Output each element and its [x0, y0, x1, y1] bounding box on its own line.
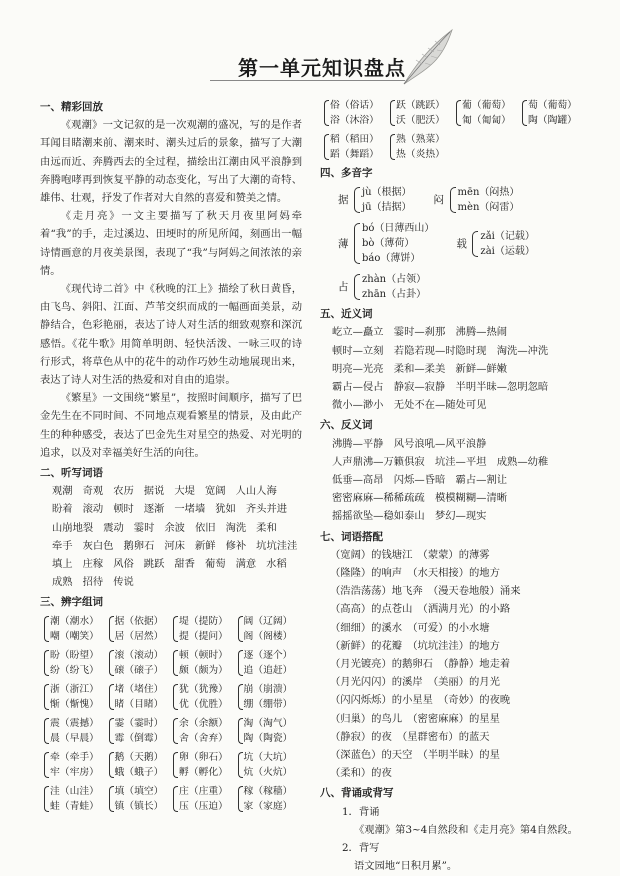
char-group-word: 顿（顿时）: [179, 649, 228, 661]
char-group-word: 镇（镇长）: [114, 800, 164, 812]
antonym-line: 人声鼎沸—万籁俱寂 坑洼—平坦 成熟—幼稚: [332, 455, 549, 468]
section-heading-2: 二、听写词语: [40, 467, 103, 480]
dictation-word: 水稻: [266, 558, 287, 571]
collocation-line: （细细）的溪水 （可爱）的小水塘: [330, 621, 490, 634]
dictation-word: 葡萄: [204, 558, 226, 571]
char-group-word: 余（余额）: [179, 717, 228, 729]
char-group-word: 震（震撼）: [50, 717, 99, 729]
dictation-word-list: [40, 482, 302, 591]
dictation-word: 招待: [82, 576, 104, 589]
char-group: [238, 614, 303, 644]
char-group: [109, 648, 174, 678]
char-group: [44, 784, 109, 814]
paragraph-3: 《现代诗二首》中《秋晚的江上》描绘了秋日黄昏，由飞鸟、斜阳、江面、芦苇交织而成的一幅画面美景，动静结合，色彩艳丽，表达了诗人对生活的细致观察和深沉感悟。《花牛歌》用简单明朗、轻快活泼、一咏三叹的诗行形式，将草色从中的花牛的动作巧妙生动地展现出来，表达了诗人对生活的热爱和对自由的追崇。: [40, 283, 302, 387]
char-group-word: 蛙（青蛙）: [50, 800, 99, 812]
dictation-word: 人山人海: [235, 485, 277, 498]
antonym-line: 沸腾—平静 风号浪吼—风平浪静: [332, 437, 487, 450]
dictation-word: 奇观: [82, 485, 104, 498]
page-title: 第一单元知识盘点: [238, 56, 406, 80]
char-group-word: 葡（葡萄）: [462, 100, 511, 111]
char-group-word: 淘（淘气）: [243, 717, 293, 729]
dictation-word: 震动: [103, 521, 124, 534]
polyphone-char: 占: [338, 281, 349, 294]
paragraph-1: 《观潮》一文记叙的是一次观潮的盛况，写的是作者耳闻目睹潮来前、潮来时、潮头过后的景象，描写了大潮由远而近、奔腾西去的全过程，描绘出江潮由风平浪静到奔腾咆哮再到恢复平静的动态变化，写出了大潮的奇特、雄伟、壮观，抒发了作者对大自然的喜爱和赞美之情。: [40, 119, 302, 205]
char-group-word: 堵（堵住）: [114, 683, 164, 695]
char-group: [238, 682, 303, 712]
char-group-word: 滚（滚动）: [114, 649, 164, 661]
char-group-word: 热（炎热）: [396, 149, 445, 160]
synonym-line: 霸占—侵占 静寂—寂静 半明半昧—忽明忽暗: [332, 381, 549, 394]
polyphone-char: 据: [338, 194, 349, 207]
dictation-word: 修补: [225, 539, 247, 552]
antonym-list: [320, 435, 588, 526]
polyphone-char: 闷: [433, 194, 445, 207]
char-group-word: 惭（惭愧）: [50, 698, 99, 710]
char-group-word: 磙（磙子）: [114, 664, 164, 676]
dictation-word: 观潮: [52, 485, 73, 498]
char-group: [44, 648, 109, 678]
recite-item-1-text: 《观潮》第3~4自然段和《走月亮》第4自然段。: [354, 823, 578, 836]
dictation-word: 牵手: [52, 539, 73, 552]
dictation-word: 填上: [52, 558, 73, 571]
char-group-word: 稼（稼穑）: [243, 785, 293, 797]
char-group-word: 逐（逐个）: [243, 649, 293, 661]
char-group: [109, 750, 174, 780]
synonym-line: 屹立—矗立 霎时—刹那 沸腾—热闹: [332, 326, 508, 339]
char-group: [238, 716, 303, 746]
section-heading-4: 四、多音字: [320, 167, 373, 179]
dictation-word: 跳跃: [143, 558, 165, 571]
title-underline: [210, 80, 405, 81]
dictation-word: 坑坑洼洼: [256, 539, 298, 552]
polyphone-group: [338, 272, 588, 302]
char-group-word: 颇（颇为）: [179, 664, 228, 676]
char-group-grid-continued: [320, 98, 588, 162]
char-group: [109, 682, 174, 712]
antonym-line: 低垂—高昂 闪烁—昏暗 霸占—割让: [332, 474, 508, 487]
char-group-word: 舍（舍弃）: [179, 732, 228, 744]
char-group-word: 填（填空）: [114, 785, 164, 797]
left-column: [40, 96, 302, 814]
dictation-word: 淘洗: [225, 521, 247, 534]
char-group: [456, 98, 522, 128]
char-group-word: 据（依据）: [114, 615, 164, 627]
char-group-word: 睹（目睹）: [114, 698, 164, 710]
polyphone-reading: jū（拮据）: [362, 202, 412, 214]
dictation-word: 风俗: [113, 558, 134, 571]
char-group-word: 阔（辽阔）: [243, 615, 293, 627]
char-group-word: 堤（提防）: [179, 615, 228, 627]
char-group-word: 潮（潮水）: [50, 615, 99, 627]
collocation-line: （闪闪烁烁）的小星星 （奇妙）的夜晚: [330, 694, 511, 707]
char-group-word: 霎（霎时）: [114, 717, 164, 729]
char-group-word: 压（压迫）: [179, 800, 228, 812]
section-heading-8: 八、背诵或背写: [320, 787, 394, 800]
polyphone-reading: zhān（占卦）: [362, 289, 427, 301]
dictation-word: 逐渐: [143, 503, 165, 516]
char-group-word: 绷（绷带）: [243, 698, 293, 710]
char-group: [173, 716, 238, 746]
polyphone-reading: mēn（闷热）: [457, 187, 520, 199]
dictation-word: 柔和: [256, 521, 277, 534]
char-group-word: 浙（浙江）: [50, 683, 99, 695]
synonym-line: 明亮—光亮 柔和—柔美 新鲜—鲜嫩: [332, 362, 508, 375]
char-group-word: 牢（牢房）: [50, 766, 99, 778]
dictation-word: 犹如: [215, 503, 236, 516]
polyphone-char: 载: [456, 237, 467, 250]
char-group-word: 洼（山洼）: [50, 785, 99, 797]
recite-item-1: 1．背诵: [342, 805, 380, 818]
collocation-line: （月光镀亮）的鹅卵石 （静静）地走着: [330, 658, 511, 671]
polyphone-group: [338, 185, 412, 215]
char-group-word: 晨（早晨）: [50, 732, 99, 744]
char-group: [522, 98, 588, 128]
polyphone-reading: zài（运载）: [480, 245, 535, 257]
dictation-word: 滚动: [82, 503, 104, 516]
dictation-word: 顿时: [113, 503, 134, 516]
char-group: [44, 682, 109, 712]
dictation-word: 新鲜: [194, 539, 216, 552]
dictation-word: 传说: [113, 576, 134, 589]
synonym-list: [320, 323, 588, 414]
char-group-word: 稻（稻田）: [330, 134, 379, 145]
section-heading-3: 三、辨字组词: [40, 596, 103, 609]
dictation-word: 满意: [235, 558, 257, 571]
collocation-line: （新鲜）的花瓣 （坑坑洼洼）的地方: [330, 639, 500, 652]
dictation-word: 甜香: [174, 558, 195, 571]
recite-item-2: 2．背写: [342, 842, 380, 855]
collocation-line: （归巢）的鸟儿 （密密麻麻）的星星: [330, 712, 500, 725]
char-group-word: 霉（倒霉）: [114, 732, 164, 744]
right-column: [320, 96, 588, 876]
dictation-word: 一堵墙: [174, 503, 206, 516]
char-group: [173, 614, 238, 644]
polyphone-group: [338, 221, 434, 266]
char-group: [44, 716, 109, 746]
dictation-word: 农历: [113, 485, 134, 498]
char-group-word: 蹈（舞蹈）: [330, 149, 379, 160]
dictation-word: 盼着: [52, 503, 73, 516]
polyphone-reading: jù（根据）: [362, 187, 412, 199]
char-group-word: 嘲（嘲笑）: [50, 630, 99, 642]
collocation-line: （深蓝色）的天空 （半明半昧）的星: [330, 749, 500, 762]
section-heading-1: 一、精彩回放: [40, 101, 103, 113]
collocation-line: （柔和）的夜: [330, 767, 392, 780]
section-heading-6: 六、反义词: [320, 419, 373, 432]
char-group-word: 庄（庄重）: [179, 785, 228, 797]
char-group-word: 俗（俗话）: [330, 100, 379, 111]
char-group: [109, 614, 174, 644]
char-group: [173, 648, 238, 678]
char-group: [390, 132, 456, 162]
polyphone-group: [456, 221, 534, 266]
dictation-word: 山崩地裂: [52, 521, 94, 534]
polyphone-reading: bò（薄荷）: [362, 238, 415, 250]
char-group-word: 陶（陶瓷）: [243, 732, 293, 744]
polyphone-reading: bó（日薄西山）: [362, 223, 435, 235]
dictation-word: 灰白色: [82, 539, 114, 552]
polyphone-char: 薄: [338, 237, 349, 250]
char-group-word: 跃（跳跃）: [396, 100, 445, 111]
char-group: [173, 682, 238, 712]
collocation-line: （月光闪闪）的溪岸 （美丽）的月光: [330, 676, 500, 689]
char-group-word: 家（家庭）: [243, 800, 293, 812]
synonym-line: 微小—渺小 无处不在—随处可见: [332, 399, 487, 412]
dictation-word: 据说: [143, 485, 165, 498]
char-group: [390, 98, 456, 128]
collocation-list: [320, 546, 588, 783]
char-group: [44, 614, 109, 644]
dictation-word: 庄稼: [82, 558, 104, 571]
char-group: [109, 716, 174, 746]
dictation-word: 依旧: [194, 521, 216, 534]
paragraph-4: 《繁星》一文围绕“繁星”，按照时间顺序，描写了巴金先生在不同时间、不同地点观看繁星的情景，及由此产生的种种感受，表达了巴金先生对星空的热爱、对光明的追求，以及对幸福美好生活的向往。: [40, 392, 302, 459]
collocation-line: （静寂）的夜 （星群密布）的蓝天: [330, 730, 490, 743]
char-group-word: 阁（阁楼）: [243, 630, 293, 642]
polyphone-reading: mèn（闷雷）: [457, 202, 520, 214]
paragraph-2: 《走月亮》一文主要描写了秋天月夜里阿妈牵着“我”的手，走过溪边、田埂时的所见所闻，刻画出一幅诗情画意的月夜美景图，表现了“我”与阿妈之间浓浓的亲情。: [40, 210, 302, 277]
dictation-word: 霎时: [133, 521, 155, 534]
char-group: [44, 750, 109, 780]
feather-icon: [400, 28, 456, 86]
polyphone-reading: zhàn（占领）: [362, 274, 427, 286]
dictation-word: 大堤: [174, 485, 195, 498]
dictation-word: 宽阔: [204, 485, 226, 498]
dictation-word: 齐头并进: [245, 503, 288, 516]
char-group: [238, 784, 303, 814]
char-group-word: 盼（盼望）: [50, 649, 99, 661]
char-group-word: 浴（沐浴）: [330, 115, 379, 126]
char-group-word: 孵（孵化）: [179, 766, 228, 778]
char-group: [109, 784, 174, 814]
char-group-word: 犹（犹豫）: [179, 683, 228, 695]
section-heading-7: 七、词语搭配: [320, 530, 383, 543]
char-group-word: 提（提问）: [179, 630, 228, 642]
char-group-word: 炕（火炕）: [243, 766, 293, 778]
synonym-line: 顿时—立刻 若隐若现—时隐时现 淘洗—冲洗: [332, 344, 549, 357]
char-group-word: 坑（大坑）: [243, 751, 293, 763]
char-group: [324, 132, 390, 162]
antonym-line: 密密麻麻—稀稀疏疏 模模糊糊—清晰: [332, 492, 508, 505]
polyphone-reading: zǎi（记载）: [480, 230, 535, 242]
dictation-word: 河床: [164, 539, 185, 552]
char-group-word: 崩（崩溃）: [243, 683, 293, 695]
char-group-grid: [40, 614, 302, 814]
char-group: [238, 648, 303, 678]
section-heading-5: 五、近义词: [320, 308, 373, 321]
char-group-word: 鹅（天鹅）: [114, 751, 164, 763]
dictation-word: 鹅卵石: [123, 539, 155, 552]
char-group-word: 匍（匍匐）: [462, 115, 511, 126]
dictation-word: 成熟: [52, 576, 73, 589]
char-group-word: 蛾（蛾子）: [114, 766, 164, 778]
char-group-word: 萄（葡萄）: [528, 100, 577, 111]
char-group: [238, 750, 303, 780]
char-group: [173, 750, 238, 780]
dictation-word: 余波: [164, 521, 185, 534]
char-group-word: 沃（肥沃）: [396, 115, 445, 126]
char-group-word: 熟（熟菜）: [396, 134, 445, 145]
char-group-word: 居（居然）: [114, 630, 164, 642]
collocation-line: （浩浩荡荡）地飞奔 （漫天卷地般）涌来: [330, 585, 521, 598]
char-group-word: 陶（陶罐）: [528, 115, 577, 126]
recite-item-2-text: 语文园地“日积月累”。: [354, 860, 458, 873]
char-group-word: 追（追赶）: [243, 664, 293, 676]
char-group-word: 牵（牵手）: [50, 751, 99, 763]
collocation-line: （隆隆）的响声 （水天相接）的地方: [330, 567, 500, 580]
collocation-line: （高高）的点苍山 （洒满月光）的小路: [330, 603, 511, 616]
char-group-word: 优（优胜）: [179, 698, 228, 710]
char-group: [324, 98, 390, 128]
char-group-word: 纷（纷飞）: [50, 664, 99, 676]
char-group-word: 卵（卵石）: [179, 751, 228, 763]
polyphone-reading: báo（薄饼）: [362, 253, 421, 265]
collocation-line: （宽阔）的钱塘江 （蒙蒙）的薄雾: [330, 548, 490, 561]
polyphone-group: [434, 185, 520, 215]
antonym-line: 摇摇欲坠—稳如泰山 梦幻—现实: [332, 510, 487, 523]
char-group: [173, 784, 238, 814]
